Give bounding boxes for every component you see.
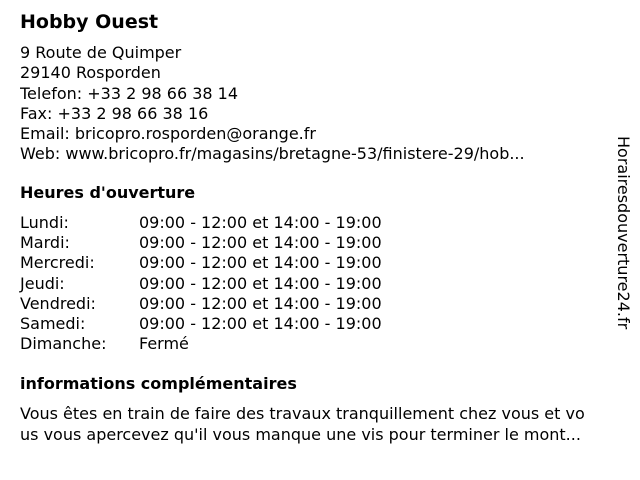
street-address: 9 Route de Quimper	[20, 43, 182, 62]
day-hours: 09:00 - 12:00 et 14:00 - 19:00	[139, 253, 382, 273]
additional-info-heading: informations complémentaires	[20, 374, 297, 393]
day-hours: 09:00 - 12:00 et 14:00 - 19:00	[139, 213, 382, 232]
day-hours: 09:00 - 12:00 et 14:00 - 19:00	[139, 273, 382, 293]
day-hours: 09:00 - 12:00 et 14:00 - 19:00	[139, 293, 382, 313]
day-label: Mardi:	[20, 233, 70, 253]
description-line: us vous apercevez qu'il vous manque une vis pour terminer le mont...	[20, 424, 581, 444]
day-hours: 09:00 - 12:00 et 14:00 - 19:00	[139, 233, 382, 253]
day-label: Dimanche:	[20, 334, 107, 354]
phone-number[interactable]: Telefon: +33 2 98 66 38 14	[20, 83, 239, 103]
business-name: Hobby Ouest	[20, 11, 159, 33]
day-label: Lundi:	[20, 213, 69, 232]
email-address[interactable]: Email: bricopro.rosporden@orange.fr	[20, 124, 316, 144]
day-label: Samedi:	[20, 313, 86, 333]
city-address: 29140 Rosporden	[20, 63, 161, 83]
day-label: Jeudi:	[20, 273, 65, 293]
additional-info-text	[20, 404, 632, 445]
day-hours: 09:00 - 12:00 et 14:00 - 19:00	[139, 313, 382, 333]
day-hours: Fermé	[139, 334, 189, 354]
day-label: Vendredi:	[20, 293, 96, 313]
description-line: Vous êtes en train de faire des travaux tranquillement chez vous et vo	[20, 404, 585, 423]
website-link[interactable]: Web: www.bricopro.fr/magasins/bretagne-53/finistere-29/hob...	[20, 144, 525, 164]
fax-number: Fax: +33 2 98 66 38 16	[20, 103, 209, 123]
day-label: Mercredi:	[20, 253, 95, 273]
opening-hours-heading: Heures d'ouverture	[20, 183, 196, 202]
site-watermark: Horairesdouverture24.fr	[614, 136, 633, 330]
contact-block	[20, 43, 620, 165]
